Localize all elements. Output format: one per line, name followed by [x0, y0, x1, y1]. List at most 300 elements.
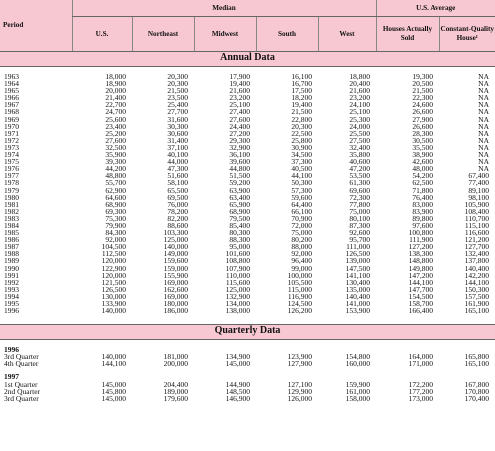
value-cell: 147,700 — [408, 284, 433, 294]
period-cell: 3rd Quarter — [4, 352, 39, 362]
value-cell: 20,000 — [105, 86, 126, 96]
value-cell: 23,400 — [105, 121, 126, 131]
value-cell: 24,700 — [105, 107, 126, 117]
value-cell: 145,000 — [101, 379, 126, 389]
median-header: Median — [72, 0, 376, 17]
value-cell: 51,500 — [229, 171, 250, 181]
value-cell: 25,300 — [349, 114, 370, 124]
period-cell: 4th Quarter — [4, 359, 39, 369]
value-cell: 154,500 — [408, 291, 433, 301]
value-cell: 165,100 — [464, 359, 489, 369]
value-cell: 101,600 — [225, 249, 250, 259]
value-cell: 123,900 — [287, 352, 312, 362]
value-cell: 121,200 — [464, 235, 489, 245]
value-cell: 65,500 — [167, 185, 188, 195]
value-cell: 25,500 — [349, 128, 370, 138]
value-cell: 100,000 — [287, 270, 312, 280]
value-cell: 20,300 — [291, 121, 312, 131]
value-cell: 27,200 — [229, 128, 250, 138]
period-cell: 1985 — [4, 228, 19, 238]
period-cell: 1st Quarter — [4, 379, 38, 389]
value-cell: 28,300 — [412, 128, 433, 138]
value-cell: 98,100 — [468, 192, 489, 202]
value-cell: 148,500 — [225, 386, 250, 396]
period-cell: 1990 — [4, 263, 19, 273]
value-cell: 20,300 — [167, 72, 188, 81]
value-cell: 27,500 — [349, 135, 370, 145]
value-cell: NA — [478, 128, 489, 138]
value-cell: 116,900 — [287, 291, 312, 301]
value-cell: 87,300 — [349, 220, 370, 230]
quarter-year-label: 1997 — [4, 372, 19, 382]
value-cell: 115,000 — [287, 284, 312, 294]
value-cell: 147,200 — [408, 270, 433, 280]
value-cell: 27,400 — [229, 107, 250, 117]
value-cell: 23,200 — [349, 93, 370, 103]
value-cell: 34,500 — [291, 150, 312, 160]
value-cell: 53,500 — [349, 171, 370, 181]
value-cell: 104,500 — [101, 242, 126, 252]
annual-section-title: Annual Data — [0, 51, 495, 67]
value-cell: 126,500 — [345, 249, 370, 259]
value-cell: 126,200 — [287, 306, 312, 316]
value-cell: 181,000 — [163, 352, 188, 362]
value-cell: 127,200 — [408, 242, 433, 252]
value-cell: 158,000 — [345, 393, 370, 403]
quarterly-table — [0, 340, 495, 402]
period-cell: 1966 — [4, 93, 19, 103]
value-cell: 166,400 — [408, 306, 433, 316]
value-cell: 125,000 — [163, 235, 188, 245]
value-cell: 84,300 — [105, 228, 126, 238]
value-cell: 132,900 — [225, 291, 250, 301]
period-cell: 1982 — [4, 206, 19, 216]
value-cell: 61,300 — [349, 178, 370, 188]
value-cell: 147,500 — [345, 263, 370, 273]
value-cell: 32,500 — [105, 142, 126, 152]
period-cell: 1976 — [4, 164, 19, 174]
value-cell: 142,200 — [464, 270, 489, 280]
value-cell: NA — [478, 121, 489, 131]
value-cell: 110,000 — [225, 270, 250, 280]
value-cell: 126,500 — [101, 284, 126, 294]
value-cell: 25,200 — [105, 128, 126, 138]
quarterly-section-title: Quarterly Data — [0, 324, 495, 340]
value-cell: 112,500 — [101, 249, 126, 259]
value-cell: 16,100 — [291, 72, 312, 81]
table-row — [0, 360, 495, 367]
period-cell: 1969 — [4, 114, 19, 124]
value-cell: 85,400 — [229, 220, 250, 230]
period-cell: 1972 — [4, 135, 19, 145]
value-cell: 71,800 — [412, 185, 433, 195]
value-cell: 76,400 — [412, 192, 433, 202]
value-cell: 42,600 — [412, 157, 433, 167]
col-header: Midwest — [194, 17, 256, 52]
value-cell: 159,000 — [163, 263, 188, 273]
value-cell: 32,400 — [349, 142, 370, 152]
value-cell: 23,500 — [167, 93, 188, 103]
value-cell: 145,800 — [101, 386, 126, 396]
value-cell: 54,200 — [412, 171, 433, 181]
period-cell: 1974 — [4, 150, 19, 160]
period-cell: 1964 — [4, 79, 19, 89]
period-cell: 1992 — [4, 277, 19, 287]
value-cell: 111,000 — [346, 242, 370, 252]
value-cell: 200,000 — [163, 359, 188, 369]
value-cell: NA — [478, 107, 489, 117]
value-cell: 58,100 — [167, 178, 188, 188]
value-cell: 72,300 — [349, 192, 370, 202]
value-cell: 89,800 — [412, 213, 433, 223]
period-cell: 1977 — [4, 171, 19, 181]
annual-table — [0, 67, 495, 320]
value-cell: 130,400 — [345, 277, 370, 287]
period-cell: 1988 — [4, 249, 19, 259]
value-cell: 30,500 — [412, 135, 433, 145]
value-cell: 138,300 — [408, 249, 433, 259]
period-cell: 1983 — [4, 213, 19, 223]
value-cell: NA — [478, 142, 489, 152]
value-cell: 48,000 — [412, 164, 433, 174]
value-cell: NA — [478, 157, 489, 167]
period-cell: 1968 — [4, 107, 19, 117]
value-cell: 172,200 — [408, 379, 433, 389]
period-cell: 1971 — [4, 128, 19, 138]
value-cell: 132,400 — [464, 249, 489, 259]
value-cell: 105,900 — [464, 199, 489, 209]
value-cell: 88,600 — [167, 220, 188, 230]
value-cell: 39,600 — [229, 157, 250, 167]
value-cell: 141,100 — [345, 270, 370, 280]
value-cell: 44,200 — [105, 164, 126, 174]
value-cell: 79,900 — [105, 220, 126, 230]
period-cell: 1987 — [4, 242, 19, 252]
value-cell: 47,200 — [349, 164, 370, 174]
value-cell: 80,200 — [291, 235, 312, 245]
period-cell: 1965 — [4, 86, 19, 96]
col-header: Houses Actually Sold — [376, 17, 439, 52]
col-header: South — [256, 17, 318, 52]
header-table — [0, 0, 495, 51]
period-cell: 1963 — [4, 72, 19, 81]
value-cell: 44,800 — [229, 164, 250, 174]
value-cell: 27,600 — [229, 114, 250, 124]
value-cell: 155,900 — [163, 270, 188, 280]
value-cell: 18,900 — [105, 79, 126, 89]
period-cell: 1994 — [4, 291, 19, 301]
value-cell: 134,900 — [225, 352, 250, 362]
value-cell: 97,600 — [412, 220, 433, 230]
value-cell: 165,800 — [464, 352, 489, 362]
value-cell: 27,900 — [412, 114, 433, 124]
period-cell: 1991 — [4, 270, 19, 280]
value-cell: 169,000 — [163, 291, 188, 301]
value-cell: 27,700 — [167, 107, 188, 117]
value-cell: 57,300 — [291, 185, 312, 195]
value-cell: 124,500 — [287, 299, 312, 308]
value-cell: 19,300 — [412, 72, 433, 81]
value-cell: 99,000 — [291, 263, 312, 273]
value-cell: 204,400 — [163, 379, 188, 389]
value-cell: 37,100 — [167, 142, 188, 152]
value-cell: 141,000 — [345, 299, 370, 308]
value-cell: 129,900 — [287, 386, 312, 396]
quarterly-rows — [0, 340, 495, 402]
value-cell: 17,500 — [291, 86, 312, 96]
value-cell: 77,800 — [349, 199, 370, 209]
value-cell: 149,000 — [163, 249, 188, 259]
value-cell: 140,400 — [345, 291, 370, 301]
value-cell: 159,600 — [163, 256, 188, 266]
value-cell: 39,300 — [105, 157, 126, 167]
period-cell: 3rd Quarter — [4, 393, 39, 403]
value-cell: 18,000 — [105, 72, 126, 81]
value-cell: 164,000 — [408, 352, 433, 362]
value-cell: 22,700 — [105, 100, 126, 110]
value-cell: 179,600 — [163, 393, 188, 403]
value-cell: 47,300 — [167, 164, 188, 174]
value-cell: 21,400 — [105, 93, 126, 103]
value-cell: 126,000 — [287, 393, 312, 403]
value-cell: 120,000 — [101, 270, 126, 280]
table-row — [0, 395, 495, 402]
period-cell: 1967 — [4, 100, 19, 110]
value-cell: 148,800 — [408, 256, 433, 266]
value-cell: 111,900 — [409, 235, 433, 245]
value-cell: 133,900 — [101, 299, 126, 308]
value-cell: 22,500 — [291, 128, 312, 138]
value-cell: 23,200 — [229, 93, 250, 103]
value-cell: 37,300 — [291, 157, 312, 167]
value-cell: 78,200 — [167, 206, 188, 216]
value-cell: 161,000 — [345, 386, 370, 396]
value-cell: 150,300 — [464, 284, 489, 294]
col-header: Northeast — [132, 17, 194, 52]
value-cell: NA — [478, 72, 489, 81]
value-cell: 165,100 — [464, 306, 489, 316]
value-cell: 21,600 — [349, 86, 370, 96]
value-cell: 32,900 — [229, 142, 250, 152]
value-cell: 59,200 — [229, 178, 250, 188]
value-cell: 59,600 — [291, 192, 312, 202]
value-cell: 140,000 — [101, 306, 126, 316]
value-cell: 135,000 — [345, 284, 370, 294]
value-cell: 75,300 — [105, 213, 126, 223]
value-cell: 35,500 — [412, 142, 433, 152]
value-cell: 55,700 — [105, 178, 126, 188]
value-cell: 24,600 — [412, 100, 433, 110]
value-cell: 110,700 — [464, 213, 489, 223]
value-cell: 145,000 — [101, 393, 126, 403]
value-cell: 25,600 — [105, 114, 126, 124]
value-cell: 137,800 — [464, 256, 489, 266]
value-cell: 125,000 — [225, 284, 250, 294]
value-cell: 70,900 — [291, 213, 312, 223]
value-cell: 140,400 — [464, 263, 489, 273]
value-cell: 82,200 — [167, 213, 188, 223]
col-header: U.S. — [72, 17, 132, 52]
value-cell: 35,800 — [349, 150, 370, 160]
period-cell: 1978 — [4, 178, 19, 188]
value-cell: 40,600 — [349, 157, 370, 167]
value-cell: 76,000 — [167, 199, 188, 209]
value-cell: NA — [478, 150, 489, 160]
col-header: West — [318, 17, 376, 52]
value-cell: 35,900 — [105, 150, 126, 160]
period-cell: 1996 — [4, 306, 19, 316]
period-header: Period — [0, 0, 72, 51]
value-cell: 44,100 — [291, 171, 312, 181]
value-cell: 161,900 — [464, 299, 489, 308]
value-cell: 144,900 — [225, 379, 250, 389]
value-cell: 127,700 — [464, 242, 489, 252]
value-cell: 62,900 — [105, 185, 126, 195]
value-cell: 21,500 — [291, 107, 312, 117]
value-cell: 66,100 — [291, 206, 312, 216]
value-cell: 21,500 — [412, 86, 433, 96]
period-cell: 1984 — [4, 220, 19, 230]
period-cell: 1980 — [4, 192, 19, 202]
value-cell: 20,400 — [349, 79, 370, 89]
annual-rows — [0, 67, 495, 320]
value-cell: 30,300 — [167, 121, 188, 131]
value-cell: 24,400 — [229, 121, 250, 131]
value-cell: 100,800 — [408, 228, 433, 238]
value-cell: 50,300 — [291, 178, 312, 188]
value-cell: 127,900 — [287, 359, 312, 369]
value-cell: 96,400 — [291, 256, 312, 266]
value-cell: 77,400 — [468, 178, 489, 188]
value-cell: 170,800 — [464, 386, 489, 396]
value-cell: 68,900 — [229, 206, 250, 216]
value-cell: 92,000 — [291, 249, 312, 259]
value-cell: 158,700 — [408, 299, 433, 308]
value-cell: 69,600 — [349, 185, 370, 195]
value-cell: 65,900 — [229, 199, 250, 209]
value-cell: 80,100 — [349, 213, 370, 223]
value-cell: 48,800 — [105, 171, 126, 181]
period-cell: 1975 — [4, 157, 19, 167]
value-cell: NA — [478, 79, 489, 89]
value-cell: 116,600 — [464, 228, 489, 238]
value-cell: 18,200 — [291, 93, 312, 103]
value-cell: 169,000 — [163, 277, 188, 287]
value-cell: 20,500 — [412, 79, 433, 89]
value-cell: 69,300 — [105, 206, 126, 216]
period-cell: 1979 — [4, 185, 19, 195]
value-cell: 68,900 — [105, 199, 126, 209]
value-cell: 40,500 — [291, 164, 312, 174]
value-cell: 89,100 — [468, 185, 489, 195]
value-cell: 95,700 — [349, 235, 370, 245]
value-cell: 24,000 — [349, 121, 370, 131]
value-cell: 88,300 — [229, 235, 250, 245]
period-cell: 1989 — [4, 256, 19, 266]
value-cell: NA — [478, 86, 489, 96]
value-cell: 63,900 — [229, 185, 250, 195]
value-cell: 153,900 — [345, 306, 370, 316]
value-cell: 120,000 — [101, 256, 126, 266]
value-cell: 144,100 — [408, 277, 433, 287]
col-header: Constant-Quality House¹ — [439, 17, 495, 52]
value-cell: 31,400 — [167, 135, 188, 145]
value-cell: NA — [478, 164, 489, 174]
value-cell: 63,400 — [229, 192, 250, 202]
value-cell: 20,300 — [167, 79, 188, 89]
value-cell: 72,000 — [291, 220, 312, 230]
value-cell: 19,400 — [291, 100, 312, 110]
value-cell: 83,000 — [412, 199, 433, 209]
value-cell: 29,300 — [229, 135, 250, 145]
period-cell: 1970 — [4, 121, 19, 131]
value-cell: 21,600 — [229, 86, 250, 96]
value-cell: 177,200 — [408, 386, 433, 396]
value-cell: 186,000 — [163, 306, 188, 316]
value-cell: 40,100 — [167, 150, 188, 160]
quarter-year-label: 1996 — [4, 345, 19, 355]
value-cell: NA — [478, 114, 489, 124]
value-cell: 167,800 — [464, 379, 489, 389]
value-cell: 127,100 — [287, 379, 312, 389]
value-cell: 30,900 — [291, 142, 312, 152]
value-cell: NA — [478, 93, 489, 103]
value-cell: 160,000 — [345, 359, 370, 369]
value-cell: 18,800 — [349, 72, 370, 81]
value-cell: 145,000 — [225, 359, 250, 369]
value-cell: 69,500 — [167, 192, 188, 202]
value-cell: 51,600 — [167, 171, 188, 181]
value-cell: 21,500 — [167, 86, 188, 96]
value-cell: 108,400 — [464, 206, 489, 216]
value-cell: 115,600 — [225, 277, 250, 287]
value-cell: 157,500 — [464, 291, 489, 301]
value-cell: 26,600 — [412, 107, 433, 117]
us-average-header: U.S. Average — [376, 0, 495, 17]
value-cell: 19,400 — [229, 79, 250, 89]
period-cell: 2nd Quarter — [4, 386, 41, 396]
value-cell: 140,000 — [163, 242, 188, 252]
value-cell: 159,900 — [345, 379, 370, 389]
value-cell: 22,800 — [291, 114, 312, 124]
period-cell: 1995 — [4, 299, 19, 308]
value-cell: 144,100 — [464, 277, 489, 287]
value-cell: 83,900 — [412, 206, 433, 216]
value-cell: 130,000 — [101, 291, 126, 301]
value-cell: 44,000 — [167, 157, 188, 167]
value-cell: 16,700 — [291, 79, 312, 89]
value-cell: 149,800 — [408, 263, 433, 273]
value-cell: 170,400 — [464, 393, 489, 403]
value-cell: 36,100 — [229, 150, 250, 160]
value-cell: 25,400 — [167, 100, 188, 110]
value-cell: 17,900 — [229, 72, 250, 81]
value-cell: 92,000 — [105, 235, 126, 245]
value-cell: 107,900 — [225, 263, 250, 273]
value-cell: 88,000 — [291, 242, 312, 252]
value-cell: 140,000 — [101, 352, 126, 362]
value-cell: 180,000 — [163, 299, 188, 308]
value-cell: 80,300 — [229, 228, 250, 238]
value-cell: 138,000 — [225, 306, 250, 316]
value-cell: 189,000 — [163, 386, 188, 396]
value-cell: 139,000 — [345, 256, 370, 266]
value-cell: 95,000 — [229, 242, 250, 252]
value-cell: 92,600 — [349, 228, 370, 238]
period-cell: 1986 — [4, 235, 19, 245]
value-cell: 27,600 — [105, 135, 126, 145]
value-cell: NA — [478, 135, 489, 145]
